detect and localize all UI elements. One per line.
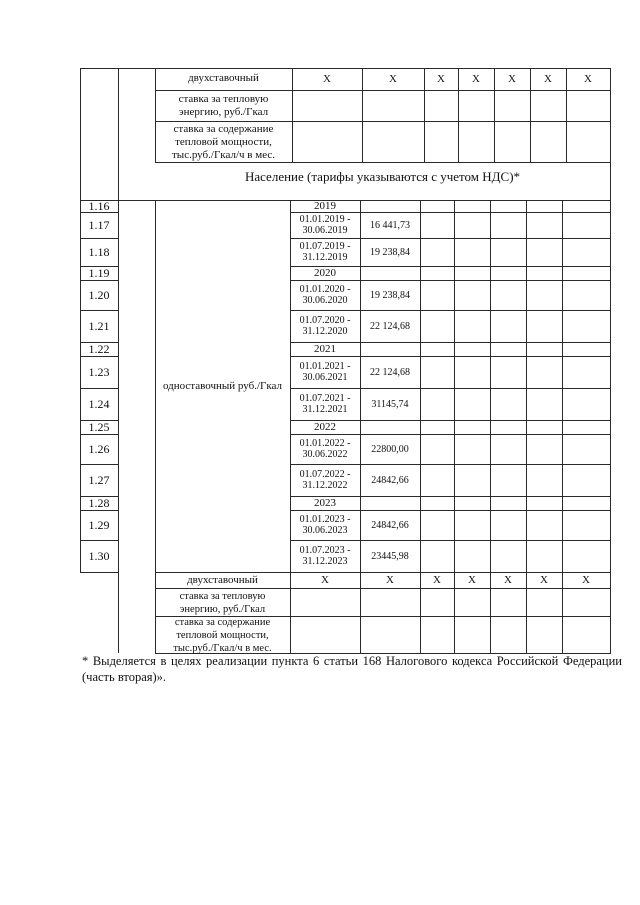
row-number: 1.26	[88, 441, 110, 456]
table-rule	[454, 200, 455, 653]
table-rule	[610, 68, 611, 200]
x-mark: X	[437, 73, 445, 85]
row-label-two-rate-bottom: двухставочный	[187, 574, 258, 586]
period-cell: 01.07.2021 - 31.12.2021	[299, 393, 351, 415]
table-rule	[155, 572, 611, 573]
x-mark: X	[321, 574, 329, 586]
rate-capacity-label-bottom: ставка за содержание тепловой мощности, тыс.руб./Гкал/ч в мес.	[173, 616, 272, 654]
row-number: 1.17	[88, 217, 110, 232]
table-rule	[155, 162, 611, 163]
tariff-value: 22 124,68	[370, 320, 410, 332]
table-rule	[420, 200, 421, 653]
period-cell: 01.07.2023 - 31.12.2023	[299, 545, 351, 567]
row-number: 1.25	[88, 419, 110, 434]
table-rule	[118, 68, 119, 653]
period-cell: 2022	[314, 420, 336, 433]
table-rule	[530, 68, 531, 163]
tariff-value	[360, 496, 420, 510]
period-cell: 2019	[314, 199, 336, 212]
table-rule	[494, 68, 495, 163]
table-rule	[526, 200, 527, 653]
table-rule	[155, 588, 611, 589]
period-cell: 01.01.2021 - 30.06.2021	[299, 361, 351, 383]
table-rule	[292, 68, 293, 163]
tariff-value	[360, 342, 420, 356]
tariff-value: 22 124,68	[370, 366, 410, 378]
tariff-value: 19 238,84	[370, 289, 410, 301]
table-rule	[155, 90, 611, 91]
row-number: 1.22	[88, 341, 110, 356]
row-number: 1.27	[88, 472, 110, 487]
period-cell: 2023	[314, 496, 336, 509]
tariff-value: 22800,00	[371, 443, 409, 455]
period-cell: 01.07.2022 - 31.12.2022	[299, 469, 351, 491]
x-mark: X	[468, 574, 476, 586]
rate-type-label: одноставочный руб./Гкал	[162, 380, 283, 392]
row-number: 1.29	[88, 517, 110, 532]
tariff-value: 24842,66	[371, 519, 409, 531]
table-rule	[566, 68, 567, 163]
period-cell: 01.07.2020 - 31.12.2020	[299, 315, 351, 337]
table-rule	[424, 68, 425, 163]
x-mark: X	[389, 73, 397, 85]
tariff-value: 19 238,84	[370, 246, 410, 258]
table-rule	[362, 68, 363, 163]
row-number: 1.23	[88, 364, 110, 379]
rate-energy-label-bottom: ставка за тепловую энергию, руб./Гкал	[179, 591, 266, 615]
rate-energy-label: ставка за тепловую энергию, руб./Гкал	[178, 93, 269, 118]
footnote: * Выделяется в целях реализации пункта 6 статьи 168 Налогового кодекса Российской Федерации (часть вторая)».	[82, 654, 622, 684]
x-mark: X	[386, 574, 394, 586]
table-rule	[490, 200, 491, 653]
x-mark: X	[504, 574, 512, 586]
x-mark: X	[323, 73, 331, 85]
row-label-two-rate: двухставочный	[188, 72, 259, 84]
row-number: 1.21	[88, 318, 110, 333]
row-number: 1.24	[88, 396, 110, 411]
x-mark: X	[472, 73, 480, 85]
row-number: 1.18	[88, 244, 110, 259]
row-number: 1.28	[88, 495, 110, 510]
rate-capacity-label: ставка за содержание тепловой мощности, тыс.руб./Гкал/ч в мес.	[172, 122, 275, 161]
row-number: 1.30	[88, 548, 110, 563]
period-cell: 01.01.2020 - 30.06.2020	[299, 284, 351, 306]
tariff-value: 16 441,73	[370, 219, 410, 231]
row-number: 1.20	[88, 287, 110, 302]
tariff-value	[360, 420, 420, 434]
table-rule	[610, 200, 611, 653]
table-rule	[80, 68, 81, 200]
tariff-value	[360, 266, 420, 280]
row-number: 1.16	[88, 198, 110, 213]
x-mark: X	[508, 73, 516, 85]
period-cell: 01.01.2022 - 30.06.2022	[299, 438, 351, 460]
tariff-value: 24842,66	[371, 474, 409, 486]
table-rule	[80, 572, 119, 573]
x-mark: X	[584, 73, 592, 85]
tariff-value	[360, 200, 420, 212]
period-cell: 01.01.2019 - 30.06.2019	[299, 214, 351, 236]
tariff-value: 31145,74	[371, 398, 409, 410]
section-title: Население (тарифы указываются с учетом НДС)*	[244, 169, 521, 184]
period-cell: 01.01.2023 - 30.06.2023	[299, 514, 351, 536]
tariff-value: 23445,98	[371, 550, 409, 562]
row-number: 1.19	[88, 265, 110, 280]
table-rule	[80, 68, 611, 69]
table-rule	[458, 68, 459, 163]
period-cell: 01.07.2019 - 31.12.2019	[299, 241, 351, 263]
x-mark: X	[544, 73, 552, 85]
period-cell: 2021	[314, 342, 336, 355]
x-mark: X	[582, 574, 590, 586]
period-cell: 2020	[314, 266, 336, 279]
table-rule	[562, 200, 563, 653]
x-mark: X	[540, 574, 548, 586]
x-mark: X	[433, 574, 441, 586]
